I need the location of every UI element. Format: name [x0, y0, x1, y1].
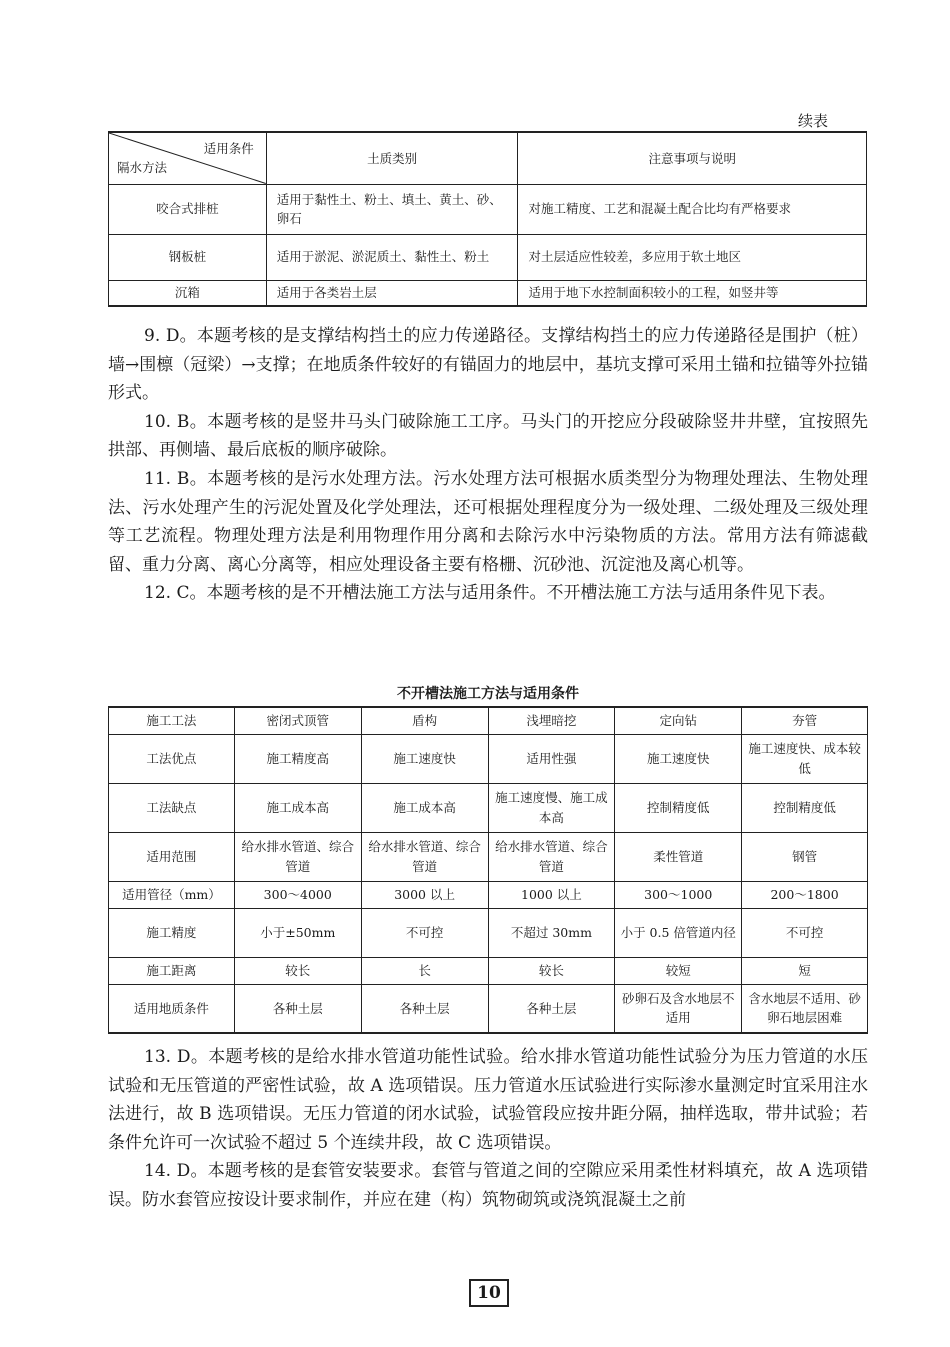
table-cell: 钢板桩: [109, 234, 267, 280]
table-cell: 给水排水管道、综合管道: [488, 832, 615, 881]
table-row: [109, 280, 867, 306]
table-cell: 施工精度高: [234, 734, 361, 783]
diag-header-top: 适用条件: [203, 141, 254, 156]
paragraph: 9. D。本题考核的是支撑结构挡土的应力传递路径。支撑结构挡土的应力传递路径是围护（桩）墙→围檩（冠梁）→支撑；在地质条件较好的有锚固力的地层中，基坑支撑可采用土锚和拉锚等外拉锚形式。: [108, 326, 868, 404]
answer-paragraphs-1: [108, 322, 868, 608]
table-cell: 施工距离: [109, 957, 235, 984]
table-row: [109, 908, 868, 957]
table-cell: 施工速度慢、施工成本高: [488, 783, 615, 832]
table-cell: 不可控: [742, 908, 868, 957]
table-cell: 各种土层: [361, 984, 488, 1033]
table-cell: 小于±50mm: [234, 908, 361, 957]
table-caption: 不开槽法施工方法与适用条件: [397, 686, 579, 702]
table-cell: 控制精度低: [615, 783, 742, 832]
table-cell: 较长: [234, 957, 361, 984]
header-cell: 密闭式顶管: [234, 707, 361, 734]
page-number: 10: [469, 1279, 509, 1307]
table-cell: 200～1800: [742, 881, 868, 908]
table-header-row: [109, 132, 867, 184]
table-row: [109, 234, 867, 280]
table-cell: 300～1000: [615, 881, 742, 908]
header-cell: 施工工法: [109, 707, 235, 734]
table-cell: 控制精度低: [742, 783, 868, 832]
diag-header-bottom: 隔水方法: [117, 160, 168, 176]
table-cell: 适用于各类岩土层: [266, 280, 518, 306]
table-cell: 给水排水管道、综合管道: [234, 832, 361, 881]
table-row: [109, 832, 868, 881]
table-cell: 1000 以上: [488, 881, 615, 908]
table-row: [109, 184, 867, 234]
table-cell: 适用地质条件: [109, 984, 235, 1033]
header-cell: 盾构: [361, 707, 488, 734]
table-row: [109, 734, 868, 783]
table-cell: 给水排水管道、综合管道: [361, 832, 488, 881]
header-cell: 夯管: [742, 707, 868, 734]
table-cell: 沉箱: [109, 280, 267, 306]
table-cell: 3000 以上: [361, 881, 488, 908]
header-cell: 定向钻: [615, 707, 742, 734]
diagonal-header-cell: [109, 132, 267, 184]
table-cell: 钢管: [742, 832, 868, 881]
paragraph: 11. B。本题考核的是污水处理方法。污水处理方法可根据水质类型分为物理处理法、生物处理法、污水处理产生的污泥处置及化学处理法，还可根据处理程度分为一级处理、二级处理及三级处理等工艺流程。物理处理方法是利用物理作用分离和去除污水中污染物质的方法。常用方法有筛滤截留、重力分离、离心分离等，相应处理设备主要有格栅、沉砂池、沉淀池及离心机等。: [108, 468, 868, 575]
paragraph: 14. D。本题考核的是套管安装要求。套管与管道之间的空隙应采用柔性材料填充，故 A 选项错误。防水套管应按设计要求制作，并应在建（构）筑物砌筑或浇筑混凝土之前: [108, 1161, 868, 1210]
paragraph: 13. D。本题考核的是给水排水管道功能性试验。给水排水管道功能性试验分为压力管道的水压试验和无压管道的严密性试验，故 A 选项错误。压力管道水压试验进行实际渗水量测定时宜采用注水法进行，故 B 选项错误。无压力管道的闭水试验，试验管段应按井距分隔，抽样选取，带井试验；若条件允许可一次试验不超过 5 个连续井段，故 C 选项错误。: [108, 1047, 868, 1153]
table-header-row: [109, 707, 868, 734]
table-cell: 施工成本高: [234, 783, 361, 832]
table-cell: 施工速度快: [615, 734, 742, 783]
table-cell: 不超过 30mm: [488, 908, 615, 957]
table-cell: 适用范围: [109, 832, 235, 881]
isolation-method-table: [108, 131, 867, 307]
table-cell: 较短: [615, 957, 742, 984]
answer-paragraphs-2: [108, 1043, 868, 1215]
table-row: [109, 783, 868, 832]
table-cell: 施工速度快: [361, 734, 488, 783]
table-cell: 适用性强: [488, 734, 615, 783]
header-cell: 浅埋暗挖: [488, 707, 615, 734]
header-soil-type: 土质类别: [266, 132, 518, 184]
table-cell: 对施工精度、工艺和混凝土配合比均有严格要求: [518, 184, 867, 234]
table-cell: 施工精度: [109, 908, 235, 957]
table-row: [109, 957, 868, 984]
table-cell: 工法缺点: [109, 783, 235, 832]
table-cell: 各种土层: [488, 984, 615, 1033]
table-cell: 长: [361, 957, 488, 984]
table-cell: 适用于淤泥、淤泥质土、黏性土、粉土: [266, 234, 518, 280]
header-notes: 注意事项与说明: [518, 132, 867, 184]
table-cell: 砂卵石及含水地层不适用: [615, 984, 742, 1033]
table-cell: 各种土层: [234, 984, 361, 1033]
table-cell: 小于 0.5 倍管道内径: [615, 908, 742, 957]
table-cell: 适用于黏性土、粉土、填土、黄土、砂、卵石: [266, 184, 518, 234]
table-cell: 柔性管道: [615, 832, 742, 881]
table-cell: 较长: [488, 957, 615, 984]
table-cell: 含水地层不适用、砂卵石地层困难: [742, 984, 868, 1033]
table-row: [109, 881, 868, 908]
table-row: [109, 984, 868, 1033]
table-cell: 短: [742, 957, 868, 984]
table-cell: 施工成本高: [361, 783, 488, 832]
table-cell: 适用管径（mm）: [109, 881, 235, 908]
table-cell: 咬合式排桩: [109, 184, 267, 234]
table-cell: 工法优点: [109, 734, 235, 783]
table-cell: 施工速度快、成本较低: [742, 734, 868, 783]
table-cell: 300～4000: [234, 881, 361, 908]
continued-label: 续表: [797, 112, 828, 130]
paragraph: 10. B。本题考核的是竖井马头门破除施工工序。马头门的开挖应分段破除竖井井壁，宜按照先拱部、再侧墙、最后底板的顺序破除。: [108, 411, 868, 461]
table-cell: 不可控: [361, 908, 488, 957]
table-cell: 适用于地下水控制面积较小的工程，如竖井等: [518, 280, 867, 306]
trenchless-method-table: [108, 706, 868, 1034]
table-cell: 对土层适应性较差，多应用于软土地区: [518, 234, 867, 280]
paragraph: 12. C。本题考核的是不开槽法施工方法与适用条件。不开槽法施工方法与适用条件见下表。: [144, 583, 836, 604]
